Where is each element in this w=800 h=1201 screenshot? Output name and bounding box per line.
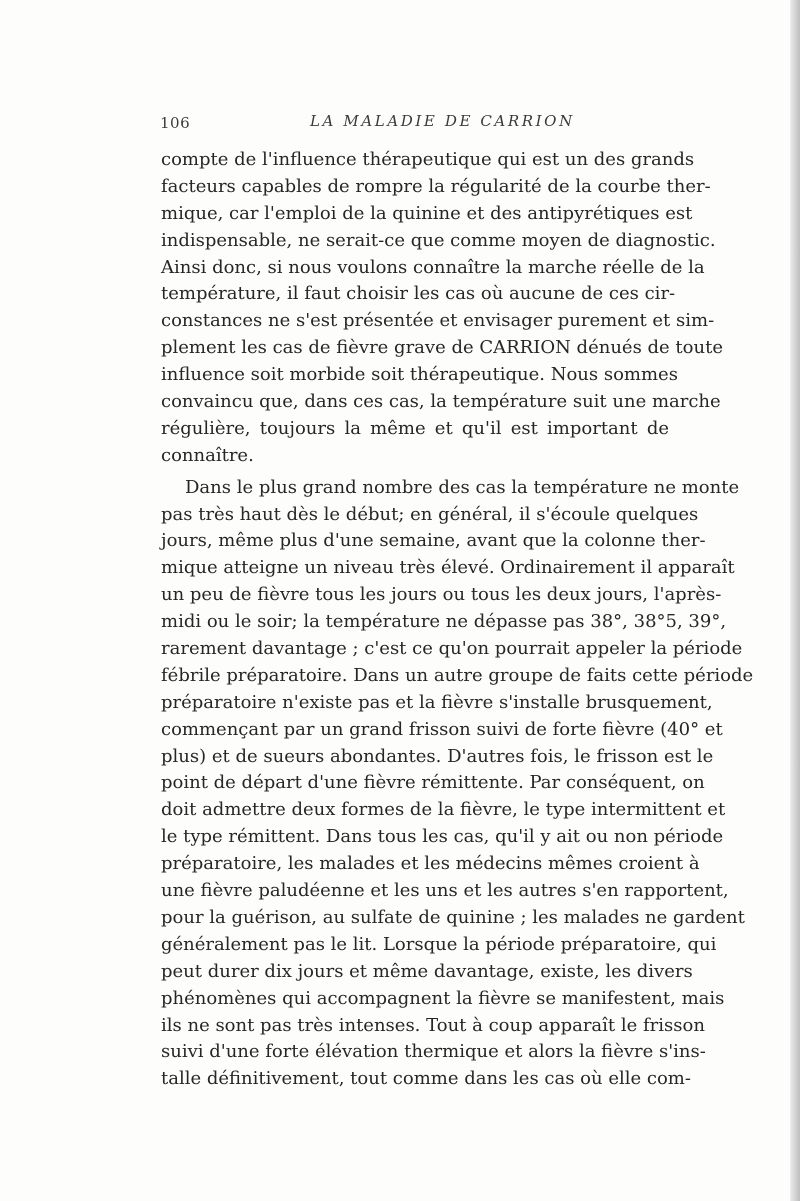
text-line: suivi d'une forte élévation thermique et alors la fièvre s'ins- <box>161 1041 706 1063</box>
text-line: connaître. <box>161 444 254 466</box>
text-line: mique atteigne un niveau très élevé. Ordinairement il apparaît <box>161 557 735 579</box>
text-line: le type rémittent. Dans tous les cas, qu'il y ait ou non période <box>161 826 724 848</box>
text-line: commençant par un grand frisson suivi de forte fièvre (40° et <box>161 718 723 740</box>
text-line: phénomènes qui accompagnent la fièvre se manifestent, mais <box>161 987 725 1009</box>
text-line: Ainsi donc, si nous voulons connaître la marche réelle de la <box>161 256 705 278</box>
text-line: Dans le plus grand nombre des cas la température ne monte <box>185 476 740 498</box>
text-line: peut durer dix jours et même davantage, existe, les divers <box>161 960 693 982</box>
text-line: plus) et de sueurs abondantes. D'autres fois, le frisson est le <box>161 745 714 767</box>
running-title: LA MALADIE DE CARRION <box>310 112 575 130</box>
text-line: point de départ d'une fièvre rémittente. Par conséquent, on <box>161 772 705 794</box>
page-edge-shadow <box>790 0 800 1201</box>
text-line: un peu de fièvre tous les jours ou tous les deux jours, l'après- <box>161 584 722 606</box>
text-line: indispensable, ne serait-ce que comme moyen de diagnostic. <box>161 229 716 251</box>
body-text <box>161 147 754 1093</box>
text-line: régulière, toujours la même et qu'il est important de <box>161 417 669 439</box>
text-line: rarement davantage ; c'est ce qu'on pourrait appeler la période <box>161 638 743 660</box>
text-line: plement les cas de fièvre grave de CARRION dénués de toute <box>161 337 723 359</box>
text-line: préparatoire, les malades et les médecins mêmes croient à <box>161 853 700 875</box>
running-head <box>160 110 668 140</box>
text-line: facteurs capables de rompre la régularité de la courbe ther- <box>161 175 711 197</box>
text-line: pour la guérison, au sulfate de quinine ; les malades ne gardent <box>161 906 745 928</box>
text-line: midi ou le soir; la température ne dépasse pas 38°, 38°5, 39°, <box>161 611 727 633</box>
text-line: constances ne s'est présentée et envisager purement et sim- <box>161 310 715 332</box>
text-line: généralement pas le lit. Lorsque la période préparatoire, qui <box>161 933 717 955</box>
paragraph <box>161 475 754 1093</box>
text-line: une fièvre paludéenne et les uns et les autres s'en rapportent, <box>161 880 729 902</box>
text-line: préparatoire n'existe pas et la fièvre s'installe brusquement, <box>161 691 713 713</box>
text-line: compte de l'influence thérapeutique qui est un des grands <box>161 149 695 170</box>
page-number: 106 <box>160 114 191 132</box>
text-line: talle définitivement, tout comme dans les cas où elle com- <box>161 1068 691 1090</box>
text-line: température, il faut choisir les cas où aucune de ces cir- <box>161 283 676 305</box>
text-line: convaincu que, dans ces cas, la température suit une marche <box>161 391 721 413</box>
text-line: mique, car l'emploi de la quinine et des antipyrétiques est <box>161 202 693 224</box>
text-line: doit admettre deux formes de la fièvre, le type intermittent et <box>161 799 726 821</box>
text-line: jours, même plus d'une semaine, avant que la colonne ther- <box>161 530 706 552</box>
paragraph <box>161 147 723 470</box>
text-line: influence soit morbide soit thérapeutique. Nous sommes <box>161 364 678 386</box>
text-line: fébrile préparatoire. Dans un autre groupe de faits cette période <box>161 664 754 686</box>
text-line: ils ne sont pas très intenses. Tout à coup apparaît le frisson <box>161 1014 705 1036</box>
text-line: pas très haut dès le début; en général, il s'écoule quelques <box>161 503 699 525</box>
